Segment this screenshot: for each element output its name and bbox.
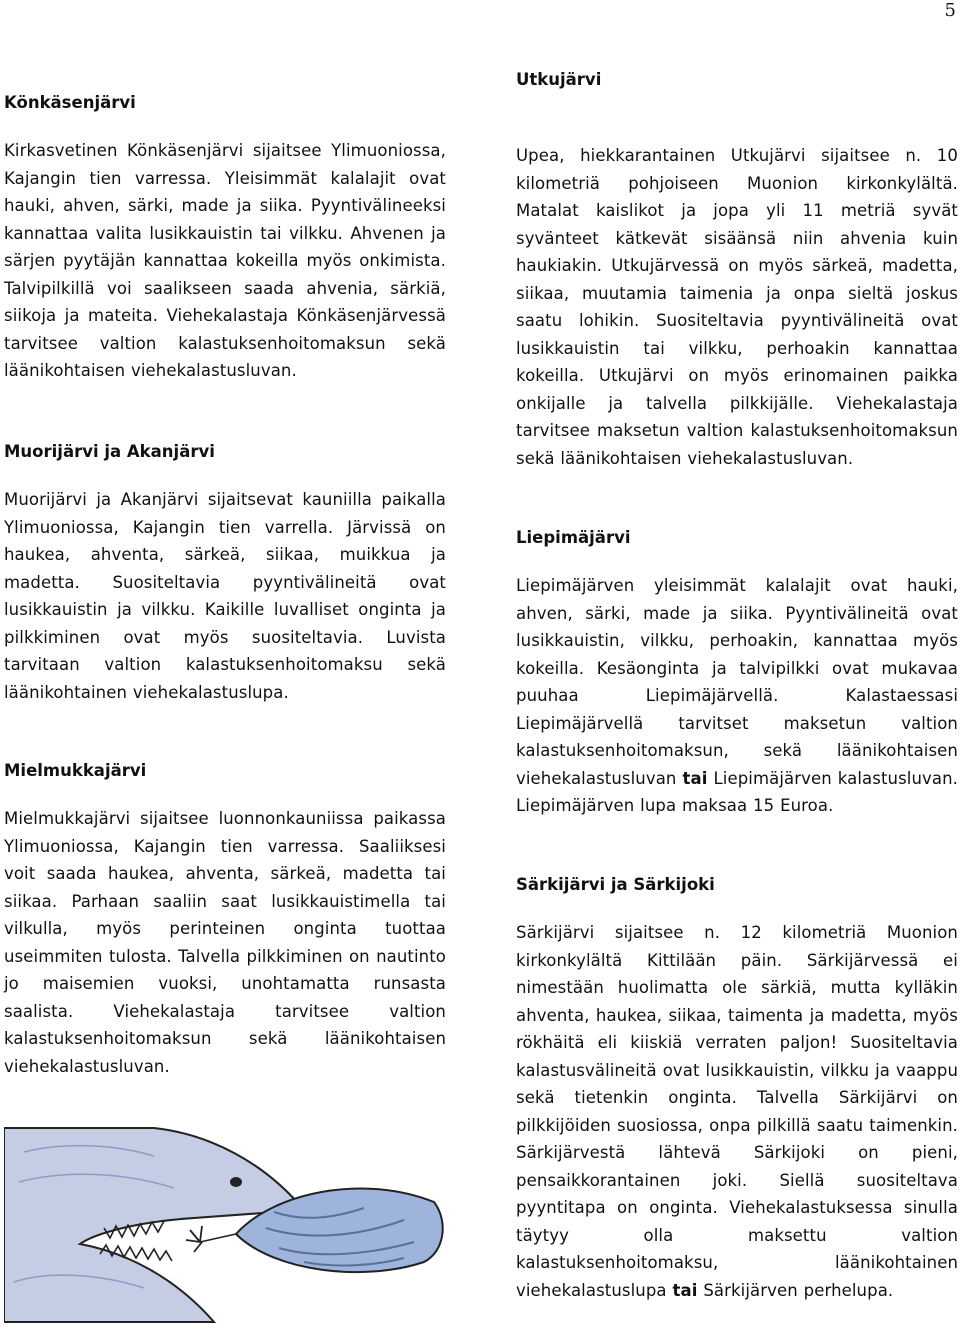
section-body — [516, 919, 958, 1304]
section-title: Liepimäjärvi — [516, 528, 631, 547]
fish-illustration — [4, 1122, 446, 1328]
section-konkasenjarvi — [4, 89, 446, 385]
body-text: Liepimäjärven kalastusluvan. Liepimäjärven lupa maksaa 15 Euroa. — [516, 768, 958, 815]
fishing-line — [200, 1234, 236, 1242]
section-body — [516, 572, 958, 820]
section-title: Utkujärvi — [516, 70, 602, 89]
body-emphasis: tai — [672, 1280, 698, 1300]
section-title: Muorijärvi ja Akanjärvi — [4, 442, 215, 461]
section-utkujarvi — [516, 66, 958, 472]
section-body: Mielmukkajärvi sijaitsee luonnonkauniissa paikassa Ylimuoniossa, Kajangin tien varressa. Saaliiksesi voit saada haukea, ahventa, särkeä, madetta tai siikaa. Parhaan saaliin saat lusikkauistimella tai vilkulla, myös perinteinen onginta tuottaa useimmiten tulosta. Talvella pilkkiminen on nautinto jo maisemien vuoksi, unohtamatta runsasta saalista. Viehekalastaja tarvitsee valtion kalastuksenhoitomaksun sekä läänikohtaisen viehekalastusluvan. — [4, 809, 446, 1076]
body-text: Särkijärven perhelupa. — [703, 1280, 894, 1300]
section-liepimajarvi — [516, 524, 958, 820]
section-body: Muorijärvi ja Akanjärvi sijaitsevat kauniilla paikalla Ylimuoniossa, Kajangin tien varrella. Järvissä on haukea, ahventa, särkeä, siikaa, muikkua ja madetta. Suositeltavia pyyntivälineitä ovat lusikkauistin ja vilkku. Kaikille luvalliset onginta ja pilkkiminen ovat myös suositeltavia. Luvista tarvitaan valtion kalastuksenhoitomaksu sekä läänikohtainen viehekalastuslupa. — [4, 490, 446, 702]
hook — [186, 1226, 202, 1252]
section-title: Mielmukkajärvi — [4, 761, 147, 780]
page-number: 5 — [944, 0, 956, 21]
body-emphasis: tai — [682, 768, 708, 788]
fish-eye — [230, 1177, 242, 1187]
section-body: Kirkasvetinen Könkäsenjärvi sijaitsee Ylimuoniossa, Kajangin tien varressa. Yleisimmät kalalajit ovat hauki, ahven, särki, made ja siika. Pyyntivälineeksi kannattaa valita lusikkauistin tai vilkku. Ahvenen ja särjen pyytäjän kannattaa kokeilla myös onkimista. Talvipilkillä voi saalikseen saada ahvenia, särkiä, siikoja ja mateita. Viehekalastaja Könkäsenjärvessä tarvitsee valtion kalastuksenhoitomaksun sekä läänikohtaisen viehekalastusluvan. — [4, 141, 446, 380]
fish-eating-lure-icon — [4, 1122, 446, 1328]
section-title: Särkijärvi ja Särkijoki — [516, 875, 715, 894]
section-sarkijarvi — [516, 871, 958, 1304]
body-text: Liepimäjärven yleisimmät kalalajit ovat hauki, ahven, särki, made ja siika. Pyyntivälineitä ovat lusikkauistin, vilkku, perhoakin, kannattaa myös kokeilla. Kesäonginta ja talvipilkki ovat mukavaa puuhaa Liepimäjärvellä. Kalastaessasi Liepimäjärvellä tarvitset maksetun valtion kalastuksenhoitomaksun, sekä läänikohtaisen viehekalastusluvan — [516, 576, 958, 788]
section-body: Upea, hiekkarantainen Utkujärvi sijaitsee n. 10 kilometriä pohjoiseen Muonion kirkonkylältä. Matalat kaislikot ja jopa yli 11 metriä syvät syvänteet kätkevät sisäänsä niin ahvenia kuin haukiakin. Utkujärvessä on myös särkeä, madetta, siikaa, muutamia taimenia ja onpa sieltä joskus saatu lohikin. Suositeltavia pyyntivälineitä ovat lusikkauistin tai vilkku, perhoakin kannattaa kokeilla. Utkujärvi on myös erinomainen paikka onkijalle ja talvella pilkkijälle. Viehekalastaja tarvitsee maksetun valtion kalastuksenhoitomaksun sekä läänikohtaisen viehekalastusluvan. — [516, 146, 958, 468]
section-mielmukkajarvi — [4, 757, 446, 1080]
section-title: Könkäsenjärvi — [4, 93, 136, 112]
section-muorijarvi — [4, 438, 446, 706]
body-text: Särkijärvi sijaitsee n. 12 kilometriä Muonion kirkonkylältä Kittilään päin. Särkijärvessä ei nimestään huolimatta ole särkiä, mutta kylläkin ahventa, haukea, siikaa, taimenta ja madetta, myös rökhäitä eli kiiskiä verraten paljon! Suositeltavia kalastusvälineitä ovat lusikkauistin, vilkku ja vaappu sekä tietenkin onginta. Talvella Särkijärvi on pilkkijöiden suosiossa, onpa pilkillä saatu taimenkin. Särkijärvestä lähtevä Särkijoki on pieni, pensaikkorantainen joki. Siellä suositeltava pyyntitapa on onginta. Viehekalastuksessa sinulla täytyy olla maksettu valtion kalastuksenhoitomaksu, läänikohtainen viehekalastuslupa — [516, 923, 958, 1300]
